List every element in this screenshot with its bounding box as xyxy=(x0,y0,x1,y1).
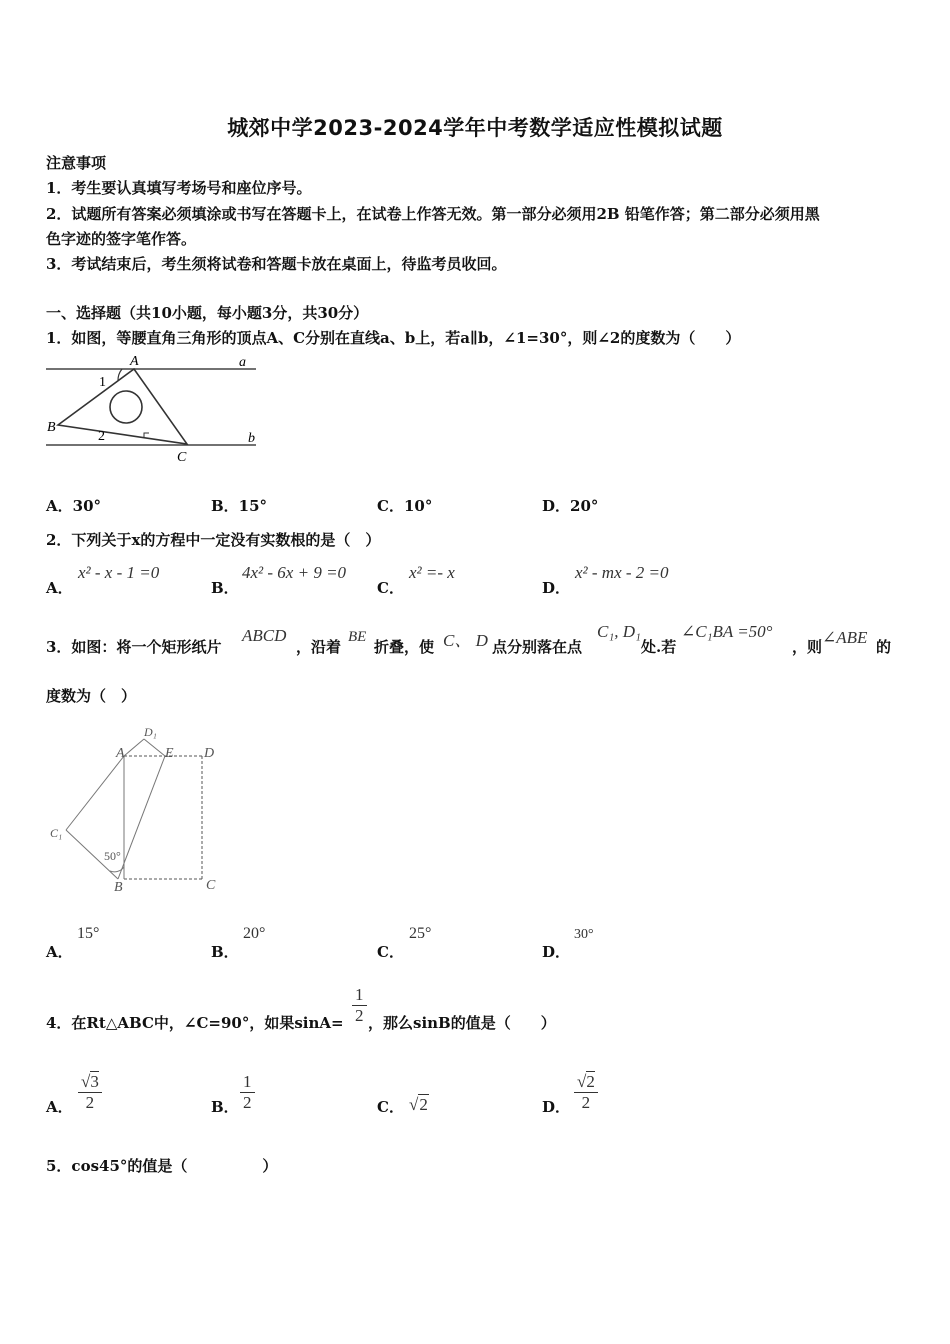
q3-stem-part: 点分别落在点 xyxy=(492,638,583,656)
q4-option-b xyxy=(240,1072,255,1113)
notice-item: 3．考试结束后，考生须将试卷和答题卡放在桌面上，待监考员收回。 xyxy=(46,255,507,273)
q1-figure xyxy=(44,352,266,466)
sqrt-icon: √ xyxy=(409,1095,419,1114)
triangle xyxy=(58,369,187,444)
q3-label-a: A． xyxy=(46,943,73,961)
q4-label-c: C． xyxy=(377,1098,404,1116)
fraction-numerator: 1 xyxy=(352,985,367,1006)
edge-AD1 xyxy=(124,739,144,756)
q1-stem: 1．如图，等腰直角三角形的顶点A、C分别在直线a、b上，若a∥b，∠1=30°，则∠2的度数为（ ） xyxy=(46,329,741,347)
fraction-denominator: 2 xyxy=(243,1093,252,1112)
fraction-numerator xyxy=(78,1072,102,1093)
q2-label-a: A． xyxy=(46,579,73,597)
edge-D1E xyxy=(144,739,165,756)
q3-abcd: ABCD xyxy=(242,626,287,645)
q3-option-c: 25° xyxy=(409,925,432,942)
q2-stem: 2．下列关于x的方程中一定没有实数根的是（ ） xyxy=(46,531,381,549)
q1-option-d: D．20° xyxy=(542,497,599,515)
fraction-denominator: 2 xyxy=(355,1006,364,1025)
label-50: 50° xyxy=(104,849,121,863)
q3-stem-part: 3．如图：将一个矩形纸片 xyxy=(46,638,222,656)
q3-label-b: B． xyxy=(211,943,239,961)
q3-stem-part: ，则 xyxy=(792,638,823,656)
radicand: 3 xyxy=(90,1072,99,1091)
sqrt-icon: √ xyxy=(577,1072,587,1091)
q3-option-d: 30° xyxy=(574,927,594,942)
q3-label-c: C． xyxy=(377,943,404,961)
q4-label-a: A． xyxy=(46,1098,73,1116)
q3-stem-part: 折叠，使 xyxy=(374,638,435,656)
notice-item: 1．考生要认真填写考场号和座位序号。 xyxy=(46,179,312,197)
q1-option-a: A．30° xyxy=(46,497,102,515)
label-C1: C₁ xyxy=(50,826,63,840)
notice-item: 色字迹的签字笔作答。 xyxy=(46,230,197,248)
radicand: 2 xyxy=(586,1072,595,1091)
q4-option-a xyxy=(78,1072,102,1113)
q4-stem-part: 4．在Rt△ABC中，∠C=90°，如果sinA= xyxy=(46,1014,344,1032)
fraction-denominator: 2 xyxy=(581,1093,591,1112)
label-C: C xyxy=(206,878,216,893)
q3-stem-part: ，沿着 xyxy=(296,638,342,656)
q3-label-d: D． xyxy=(542,943,571,961)
q4-option-c xyxy=(409,1095,429,1115)
q2-option-b: 4x² - 6x + 9 =0 xyxy=(242,563,347,582)
label-D1: D₁ xyxy=(144,725,157,739)
crease-BE xyxy=(118,756,165,879)
section-heading: 一、选择题（共10小题，每小题3分，共30分） xyxy=(46,304,369,322)
q4-label-d: D． xyxy=(542,1098,571,1116)
notice-heading: 注意事项 xyxy=(46,154,107,172)
q2-option-c: x² =- x xyxy=(409,563,455,582)
label-A: A xyxy=(116,746,125,761)
q2-label-b: B． xyxy=(211,579,239,597)
q3-figure xyxy=(46,722,226,897)
q3-stem-line2: 度数为（ ） xyxy=(46,687,137,705)
label-b: b xyxy=(248,431,255,446)
fraction-numerator xyxy=(574,1072,598,1093)
notice-item: 2．试题所有答案必须填涂或书写在答题卡上，在试卷上作答无效。第一部分必须用2B 铅笔作答；第二部分必须用黑 xyxy=(46,205,820,223)
q4-label-b: B． xyxy=(211,1098,239,1116)
q4-sinA-fraction xyxy=(352,985,367,1026)
label-2: 2 xyxy=(98,429,105,444)
q2-option-d: x² - mx - 2 =0 xyxy=(575,563,669,582)
page-title: 城郊中学2023-2024学年中考数学适应性模拟试题 xyxy=(227,116,723,140)
fraction-denominator: 2 xyxy=(85,1093,95,1112)
sqrt-icon: √ xyxy=(81,1072,91,1091)
q3-c1d1: C₁, D₁ xyxy=(597,622,641,641)
q4-option-d xyxy=(574,1072,598,1113)
label-E: E xyxy=(165,746,174,761)
label-D: D xyxy=(204,746,215,761)
q1-option-c: C．10° xyxy=(377,497,433,515)
label-B: B xyxy=(47,420,56,435)
label-A: A xyxy=(130,354,139,369)
q3-cd: C、 D xyxy=(443,631,488,650)
q1-option-b: B．15° xyxy=(211,497,268,515)
label-B: B xyxy=(114,880,123,895)
radicand: 2 xyxy=(419,1095,428,1114)
fraction-numerator: 1 xyxy=(240,1072,255,1093)
edge-AC1 xyxy=(66,756,124,830)
q3-stem-part: 的 xyxy=(876,638,892,656)
q3-angle: ∠C₁BA =50° xyxy=(681,622,773,641)
q2-label-c: C． xyxy=(377,579,404,597)
q3-abe: ∠ABE xyxy=(822,628,868,647)
q3-stem-part: 处.若 xyxy=(641,638,677,656)
q3-option-a: 15° xyxy=(77,925,100,942)
q4-stem-part: ，那么sinB的值是（ ） xyxy=(368,1014,556,1032)
label-a: a xyxy=(239,355,246,370)
q3-option-b: 20° xyxy=(243,925,266,942)
q2-label-d: D． xyxy=(542,579,571,597)
inner-circle xyxy=(110,391,142,423)
label-1: 1 xyxy=(99,375,106,390)
q5-stem: 5．cos45°的值是（ ） xyxy=(46,1157,278,1175)
q2-option-a: x² - x - 1 =0 xyxy=(78,563,160,582)
label-C: C xyxy=(177,450,187,465)
q3-be: BE xyxy=(348,629,367,645)
